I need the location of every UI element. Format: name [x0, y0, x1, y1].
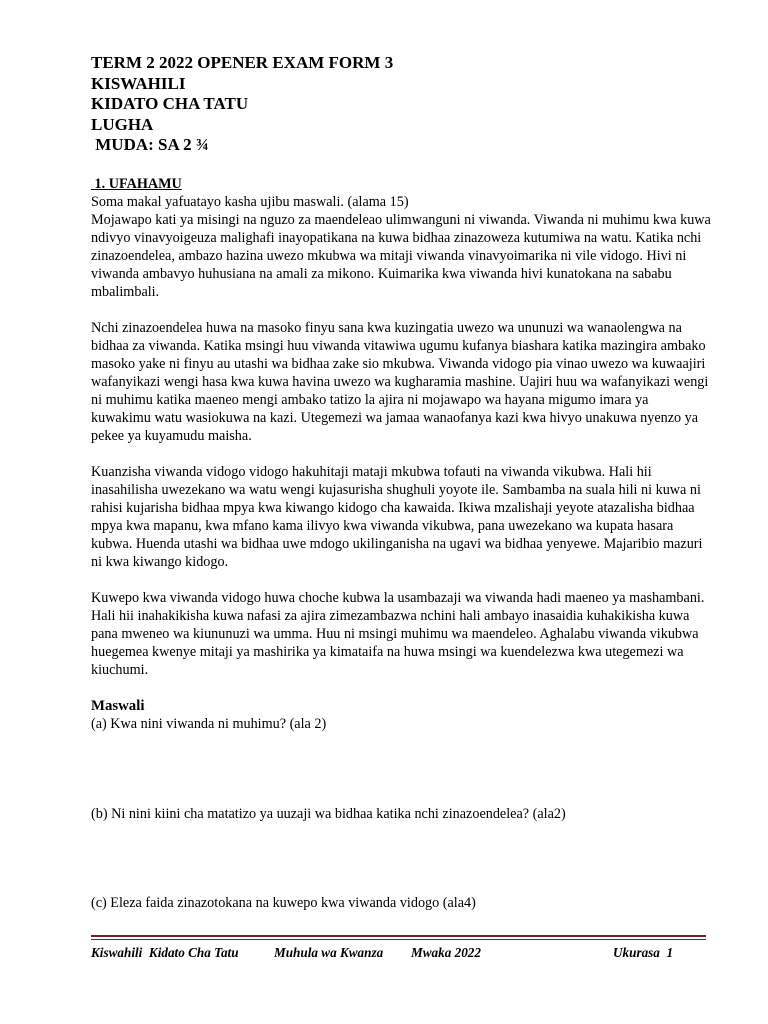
passage-paragraph-2: Nchi zinazoendelea huwa na masoko finyu sana kwa kuzingatia uwezo wa ununuzi wa wanaolengwa na bidhaa za viwanda. Katika msingi huu viwanda vitawiwa ugumu kufanya biashara katika mazingira ambako masoko yake ni finyu au utashi wa bidhaa zake sio mkubwa. Viwanda vidogo pia vinao uwezo wa kuwaajiri wafanyikazi wengi hasa kwa kuwa havina uwezo wa kugharamia mashine. Uajiri huu wa wafanyikazi wengi ni muhimu katika maeneo mengi ambako tatizo la ajira ni mojawapo wa hayana migumo imara ya kuwakimu watu wasiokuwa na kazi. Utegemezi wa jamaa wanaofanya kazi kwa hivyo unakuwa nyenzo ya pekee ya kuyamudu maisha.	[91, 320, 709, 444]
passage-paragraph-3: Kuanzisha viwanda vidogo vidogo hakuhitaji mataji mkubwa tofauti na viwanda vikubwa. Hali hii inasahilisha uwezekano wa watu wengi kujasurisha shughuli yoyote ile. Sambamba na suala hili ni kuwa ni rahisi kujarisha bidhaa mpya kwa kiwango kidogo cha kawaida. Ikiwa mzalishaji yeyote atazalisha bidhaa mpya kwa mapanu, kwa mfano kama ilivyo kwa viwanda vikubwa, pana uwezekano wa kupata hasara kubwa. Huenda utashi wa bidhaa uwe mdogo ukilinganisha na ugavi wa bidhaa yenyewe. Majaribio mazuri ni kwa kiwango kidogo.	[91, 464, 703, 570]
footer-divider	[91, 935, 706, 941]
instruction-text: Soma makal yafuatayo kasha ujibu maswali. (alama 15)	[91, 194, 409, 210]
class-title: KIDATO CHA TATU	[91, 94, 249, 113]
answer-space-a	[91, 733, 711, 805]
footer-page-number: Ukurasa 1	[613, 945, 674, 960]
exam-body	[91, 175, 711, 912]
exam-header	[91, 53, 711, 156]
question-b: (b) Ni nini kiini cha matatizo ya uuzaji wa bidhaa katika nchi zinazoendelea? (ala2)	[91, 806, 566, 822]
footer-year: Mwaka 2022	[411, 945, 481, 960]
questions-heading: Maswali	[91, 698, 145, 714]
footer-divider-thin	[91, 939, 706, 940]
question-a: (a) Kwa nini viwanda ni muhimu? (ala 2)	[91, 716, 327, 732]
paper-title: LUGHA	[91, 114, 154, 134]
footer-subject: Kiswahili Kidato Cha Tatu	[91, 945, 239, 960]
duration-title: MUDA: SA 2 ¾	[91, 135, 209, 154]
paragraph-spacer	[91, 445, 711, 463]
section-heading: 1. UFAHAMU	[91, 176, 182, 192]
paragraph-spacer	[91, 571, 711, 589]
footer-term: Muhula wa Kwanza	[274, 945, 384, 960]
passage-paragraph-1: Mojawapo kati ya misingi na nguzo za maendeleao ulimwanguni ni viwanda. Viwanda ni muhimu kwa kuwa ndivyo vinavyoigeuza malighafi inayopatikana na kuwa bidhaa zinazoweza kutumiwa na watu. Katika nchi zinazoendelea, ambazo hazina uwezo mkubwa wa mitaji viwanda vinavyoimarika ni vile vidogo. Hivi ni viwanda ambavyo huhusiana na amali za mikono. Kuimarika kwa viwanda hivi kunatokana na sababu mbalimbali.	[91, 212, 711, 300]
footer-divider-thick	[91, 935, 706, 937]
paragraph-spacer	[91, 301, 711, 319]
subject-title: KISWAHILI	[91, 73, 186, 93]
exam-title: TERM 2 2022 OPENER EXAM FORM 3	[91, 53, 394, 72]
paragraph-spacer	[91, 679, 711, 697]
passage-paragraph-4: Kuwepo kwa viwanda vidogo huwa choche kubwa la usambazaji wa viwanda hadi maeneo ya mashambani. Hali hii inahakikisha kuwa nafasi za ajira zimezambazwa nchini hali ambayo inasaidia kuhakikisha kuwa pana mweneo wa kiununuzi wa umma. Huu ni msingi muhimu wa maendeleo. Aghalabu viwanda vikubwa huegemea kwenye mitaji ya mashirika ya kimataifa na huwa msingi wa kuendelezwa kwa utegemezi wa kiuchumi.	[91, 590, 705, 678]
question-c: (c) Eleza faida zinazotokana na kuwepo kwa viwanda vidogo (ala4)	[91, 895, 476, 911]
passage	[91, 211, 711, 697]
answer-space-b	[91, 823, 711, 894]
